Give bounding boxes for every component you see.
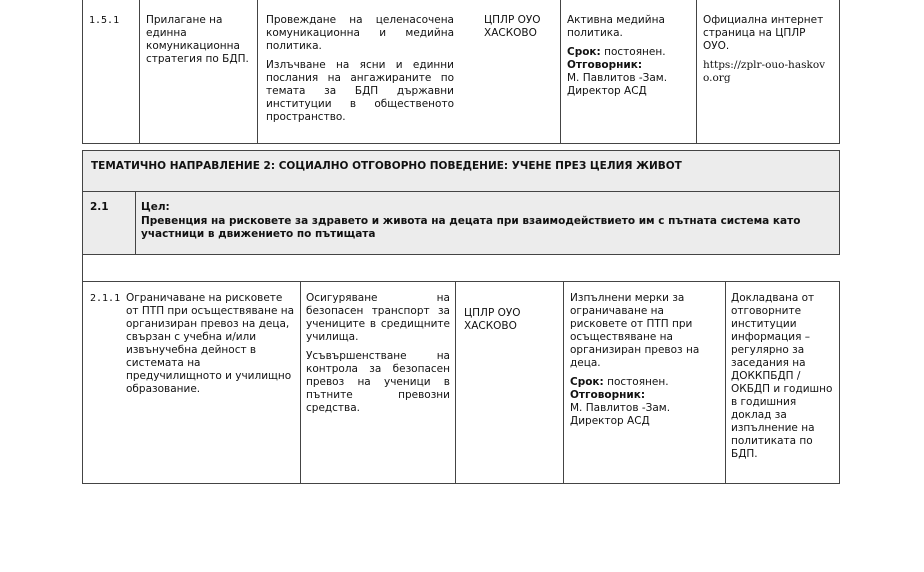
task-paragraph-2: Усъвършенстване на контрола за безопасен превоз на ученици в пътните превозни средства. xyxy=(306,350,450,414)
table-row-2-1-1 xyxy=(82,281,840,484)
term-label: Срок: xyxy=(567,46,601,58)
website-link[interactable]: https://zplr-ouo-haskovo.org xyxy=(703,59,826,84)
indicator-text: Активна медийна политика. xyxy=(567,14,665,39)
task-paragraph-1: Провеждане на целенасочена комуникационна и медийна политика. xyxy=(266,14,454,52)
task-cell xyxy=(262,12,458,132)
goal-row xyxy=(82,191,840,255)
indicator-cell xyxy=(566,290,724,430)
term-value: постоянен. xyxy=(604,46,666,58)
responsible-person-label: Отговорник: xyxy=(570,389,646,401)
task-paragraph-1: Осигуряване на безопасен транспорт за учениците в средищните училища. xyxy=(306,292,450,343)
responsible-cell: ЦПЛР ОУО ХАСКОВО xyxy=(464,307,521,332)
info-source-text: Официална интернет страница на ЦПЛР ОУО. xyxy=(703,14,824,52)
task-cell xyxy=(302,290,454,423)
section-heading: ТЕМАТИЧНО НАПРАВЛЕНИЕ 2: СОЦИАЛНО ОТГОВОРНО ПОВЕДЕНИЕ: УЧЕНЕ ПРЕЗ ЦЕЛИЯ ЖИВОТ xyxy=(91,160,682,172)
term-label: Срок: xyxy=(570,376,604,388)
activity-cell: Прилагане на единна комуникационна стратегия по БДП. xyxy=(146,14,249,65)
spacer-row xyxy=(82,254,840,282)
row-number: 1.5.1 xyxy=(89,15,120,26)
goal-cell xyxy=(137,199,837,243)
indicator-text: Изпълнени мерки за ограничаване на рисковете от ПТП при осъществяване на организиран превоз на деца. xyxy=(570,292,700,369)
responsible-person-value: М. Павлитов -Зам. Директор АСД xyxy=(567,72,668,97)
responsible-cell: ЦПЛР ОУО ХАСКОВО xyxy=(484,14,541,39)
goal-number: 2.1 xyxy=(90,201,109,213)
goal-text: Превенция на рисковете за здравето и живота на децата при взаимодействието им с пътната система като участници в движението по пътищата xyxy=(141,215,801,240)
term-value: постоянен. xyxy=(607,376,669,388)
activity-cell: Ограничаване на рисковете от ПТП при осъществяване на организиран превоз на деца, свързан с учебна и/или извънучебна дейност в системата на предучилищното и училищно образование. xyxy=(126,292,295,395)
info-source-cell xyxy=(699,12,837,87)
row-number: 2.1.1 xyxy=(90,293,121,304)
info-source-cell: Докладвана от отговорните институции информация – регулярно за заседания на ДОККПБДП /ОКБДП и годишно в годишния доклад за изпълнение на политиката по БДП. xyxy=(731,292,833,460)
responsible-person-label: Отговорник: xyxy=(567,59,643,71)
responsible-person-value: М. Павлитов -Зам. Директор АСД xyxy=(570,402,671,427)
task-paragraph-2: Излъчване на ясни и единни послания на ангажираните по темата за БДП държавни институции в общественото пространство. xyxy=(266,59,454,123)
indicator-cell xyxy=(563,12,695,100)
section-heading-row xyxy=(82,150,840,192)
goal-label: Цел: xyxy=(141,201,170,213)
table-row-1-5-1 xyxy=(82,0,840,144)
